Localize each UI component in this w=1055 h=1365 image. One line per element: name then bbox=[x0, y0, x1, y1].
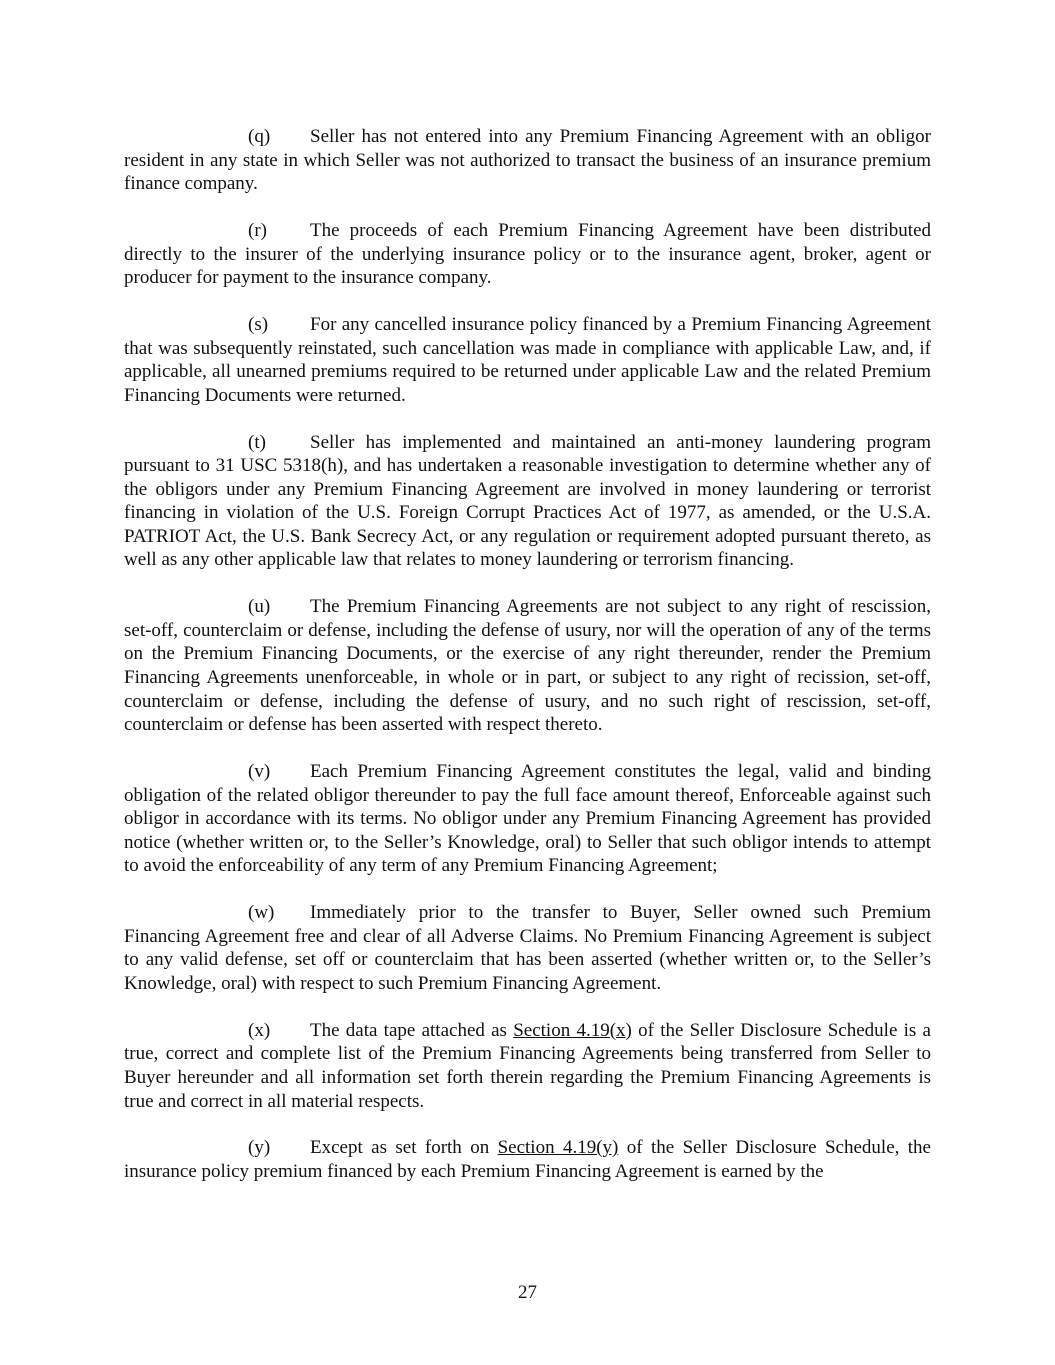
paragraph-u bbox=[124, 595, 931, 737]
paragraph-text: Each Premium Financing Agreement constitutes the legal, valid and binding obligation of the related obligor thereunder to pay the full face amount thereof, Enforceable against such obligor in accordance with its terms. No obligor under any Premium Financing Agreement has provided notice (whether written or, to the Seller’s Knowledge, oral) to Seller that such obligor intends to attempt to avoid the enforceability of any term of any Premium Financing Agreement; bbox=[124, 761, 931, 877]
paragraph-w bbox=[124, 901, 931, 995]
page-number: 27 bbox=[518, 1282, 537, 1303]
section-reference: Section 4.19(y) bbox=[497, 1137, 619, 1159]
paragraph-text: For any cancelled insurance policy financed by a Premium Financing Agreement that was subsequently reinstated, such cancellation was made in compliance with applicable Law, and, if applicable, all unearned premiums required to be returned under applicable Law and the related Premium Financing Documents were returned. bbox=[124, 313, 931, 406]
document-body bbox=[124, 125, 931, 1207]
paragraph-label: (r) bbox=[248, 219, 267, 241]
paragraph-v bbox=[124, 760, 931, 878]
paragraph-text-before: The data tape attached as bbox=[310, 1019, 514, 1041]
paragraph-s bbox=[124, 313, 931, 407]
paragraph-y bbox=[124, 1136, 931, 1183]
paragraph-text-after: of the Seller Disclosure Schedule is a true, correct and complete list of the Premium Financing Agreements being transferred from Seller to Buyer hereunder and all information set forth therein regarding the Premium Financing Agreements is true and correct in all material respects. bbox=[124, 1019, 931, 1112]
paragraph-label: (t) bbox=[248, 431, 266, 453]
paragraph-label: (s) bbox=[248, 313, 269, 335]
paragraph-x bbox=[124, 1019, 931, 1113]
paragraph-text: Seller has implemented and maintained an anti-money laundering program pursuant to 31 USC 5318(h), and has undertaken a reasonable investigation to determine whether any of the obligors under any Premium Financing Agreement are involved in money laundering or terrorist financing in violation of the U.S. Foreign Corrupt Practices Act of 1977, as amended, or the U.S.A. PATRIOT Act, the U.S. Bank Secrecy Act, or any regulation or requirement adopted pursuant thereto, as well as any other applicable law that relates to money laundering or terrorism financing. bbox=[124, 431, 931, 571]
paragraph-q bbox=[124, 125, 931, 196]
paragraph-text: Immediately prior to the transfer to Buyer, Seller owned such Premium Financing Agreement free and clear of all Adverse Claims. No Premium Financing Agreement is subject to any valid defense, set off or counterclaim that has been asserted (whether written or, to the Seller’s Knowledge, oral) with respect to such Premium Financing Agreement. bbox=[124, 902, 931, 994]
paragraph-text: The proceeds of each Premium Financing Agreement have been distributed directly to the insurer of the underlying insurance policy or to the insurance agent, broker, agent or producer for payment to the insurance company. bbox=[124, 219, 931, 289]
paragraph-label: (q) bbox=[248, 126, 271, 147]
paragraph-t bbox=[124, 431, 931, 573]
paragraph-label: (u) bbox=[248, 596, 271, 618]
paragraph-text-before: Except as set forth on bbox=[310, 1137, 498, 1159]
paragraph-label: (v) bbox=[248, 761, 271, 782]
paragraph-label: (w) bbox=[248, 902, 275, 924]
paragraph-text: Seller has not entered into any Premium Financing Agreement with an obligor resident in any state in which Seller was not authorized to transact the business of an insurance premium finance company. bbox=[124, 126, 931, 195]
section-reference: Section 4.19(x) bbox=[513, 1019, 632, 1041]
paragraph-r bbox=[124, 219, 931, 290]
paragraph-text-after: of the Seller Disclosure Schedule, the insurance policy premium financed by each Premium Financing Agreement is earned by the bbox=[124, 1137, 931, 1182]
paragraph-text: The Premium Financing Agreements are not subject to any right of rescission, set-off, counterclaim or defense, including the defense of usury, nor will the operation of any of the terms on the Premium Financing Documents, or the exercise of any right thereunder, render the Premium Financing Agreements unenforceable, in whole or in part, or subject to any right of recission, set-off, counterclaim or defense, including the defense of usury, and no such right of rescission, set-off, counterclaim or defense has been asserted with respect thereto. bbox=[124, 596, 931, 736]
paragraph-label: (y) bbox=[248, 1137, 271, 1159]
paragraph-label: (x) bbox=[248, 1019, 271, 1041]
